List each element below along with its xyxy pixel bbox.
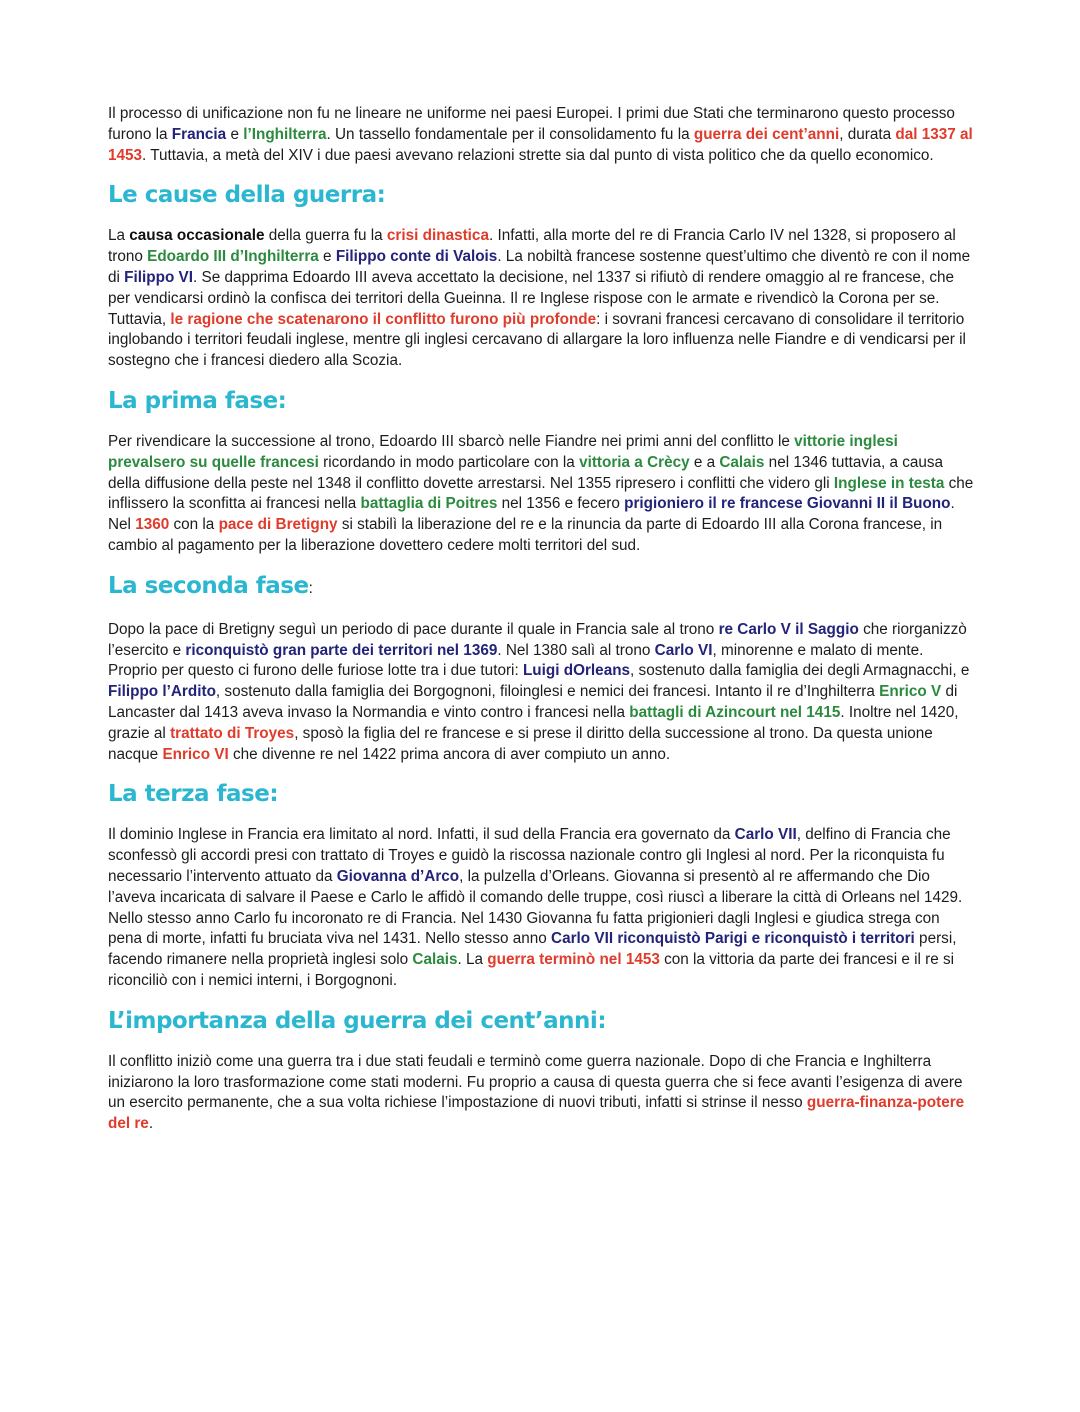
text-run: . Inoltre nel 1420, grazie al — [108, 703, 959, 742]
section-heading-text: La prima fase: — [108, 387, 287, 414]
text-run: , sposò la figlia del re francese e si prese il diritto della successione al trono. Da questa unione nacque — [108, 724, 933, 763]
highlighted-text: trattato di Troyes — [170, 724, 295, 742]
text-run: . La — [457, 951, 488, 969]
section-heading — [108, 180, 974, 210]
section-paragraph — [108, 620, 974, 766]
highlighted-text: vittoria a Crècy — [579, 453, 690, 471]
highlighted-text: Enrico V — [879, 683, 942, 701]
highlighted-text: Inglese in testa — [833, 474, 945, 492]
text-run: , sostenuto dalla famiglia dei degli Armagnacchi, e — [630, 662, 970, 680]
text-run: . La nobiltà francese sostenne quest’ultimo che diventò re con il nome di — [108, 248, 971, 286]
highlighted-text: pace di Bretigny — [218, 516, 338, 534]
text-run: . Tuttavia, a metà del XIV i due paesi avevano relazioni strette sia dal punto di vista politico che da quello economico. — [142, 146, 934, 164]
text-run: . Se dapprima Edoardo III aveva accettato la decisione, nel 1337 si rifiutò di rendere omaggio al re francese, che per vendicarsi ordinò la confisca dei territori della Gueinna. Il re Inglese rispose con le armate e rivendicò la Corona per se. Tuttavia, — [108, 268, 955, 328]
section-heading — [108, 386, 974, 416]
highlighted-text: re Carlo V il Saggio — [718, 620, 859, 638]
text-run: che riorganizzò l’esercito e — [108, 620, 967, 659]
text-run: di Lancaster dal 1413 aveva invaso la Normandia e vinto contro i francesi nella — [108, 683, 958, 721]
text-run: Il conflitto iniziò come una guerra tra i due stati feudali e terminò come guerra nazionale. Dopo di che Francia e Inghilterra iniziarono la loro trasformazione come stati moderni. Fu proprio a causa di questa guerra che si fece avanti l’esigenza di avere un esercito permanente, che a sua volta richiese l’impostazione di nuovi tributi, infatti si strinse il nesso — [108, 1052, 963, 1112]
highlighted-text: Giovanna d’Arco — [336, 867, 460, 885]
highlighted-text: guerra dei cent’anni — [693, 125, 840, 143]
highlighted-text: guerra terminò nel 1453 — [487, 951, 660, 969]
section-paragraph — [108, 825, 974, 991]
text-run: , sostenuto dalla famiglia dei Borgognoni, filoinglesi e nemici dei francesi. Intanto il re d’Inghilterra — [215, 683, 880, 701]
text-run: ricordando in modo particolare con la — [318, 453, 580, 471]
text-run: Dopo la pace di Bretigny seguì un periodo di pace durante il quale in Francia sale al trono — [108, 620, 719, 638]
text-run: , la pulzella d’Orleans. Giovanna si presentò al re affermando che Dio l’aveva incaricata di salvare il Paese e Carlo le affidò il comando delle truppe, così riuscì a liberare la città di Orleans nel 1429. Nello stesso anno Carlo fu incoronato re di Francia. Nel 1430 Giovanna fu fatta prigionieri dagli Inglesi e giudica strega con pena di morte, infatti fu bruciata viva nel 1431. Nello stesso anno — [108, 867, 963, 948]
section-heading-suffix: : — [308, 579, 313, 597]
section-paragraph — [108, 226, 974, 372]
highlighted-text: Edoardo III d’Inghilterra — [147, 248, 319, 266]
section-heading-text: La terza fase: — [108, 781, 279, 808]
text-run: con la — [169, 516, 219, 534]
document-page — [108, 104, 974, 1135]
sections — [108, 180, 974, 1135]
text-run: nel 1356 e fecero — [497, 495, 625, 513]
text-run: , delfino di Francia che sconfessò gli accordi presi con trattato di Troyes e guidò la riscossa nazionale contro gli Inglesi al nord. Per la riconquista fu necessario l’intervento attuato da — [108, 826, 951, 885]
text-run: . Un tassello fondamentale per il consolidamento fu la — [326, 125, 694, 143]
highlighted-text: Enrico VI — [162, 745, 229, 763]
section-paragraph — [108, 432, 974, 557]
section-heading — [108, 779, 974, 809]
highlighted-text: le ragione che scatenarono il conflitto furono più profonde — [170, 310, 597, 328]
section-heading-text: Le cause della guerra: — [108, 182, 386, 209]
highlighted-text: battagli di Azincourt nel 1415 — [629, 703, 841, 721]
highlighted-text: Filippo VI — [124, 268, 193, 286]
highlighted-text: Filippo conte di Valois — [335, 248, 498, 266]
text-run: La — [108, 227, 130, 245]
highlighted-text: Carlo VII riconquistò Parigi e riconquistò i territori — [551, 930, 915, 948]
text-run: nel 1346 tuttavia, a causa della diffusione della peste nel 1348 il conflitto dovette arrestarsi. Nel 1355 ripresero i conflitti che videro gli — [108, 453, 944, 492]
highlighted-text: dal 1337 al 1453 — [108, 125, 973, 164]
text-run: Il processo di unificazione non fu ne lineare ne uniforme nei paesi Europei. I primi due Stati che terminarono questo processo furono la — [108, 105, 955, 143]
highlighted-text: Luigi dOrleans — [522, 662, 631, 680]
highlighted-text: Calais — [412, 951, 458, 969]
text-run: che inflissero la sconfitta ai francesi nella — [108, 474, 974, 513]
section-paragraph — [108, 1052, 974, 1135]
highlighted-text: vittorie inglesi prevalsero su quelle francesi — [108, 432, 898, 471]
text-run: e — [318, 248, 336, 266]
highlighted-text: 1360 — [135, 516, 170, 534]
text-run: si stabilì la liberazione del re e la rinuncia da parte di Edoardo III alla Corona francese, in cambio al pagamento per la liberazione dovettero cedere molti territori del sud. — [108, 516, 943, 554]
text-run: che divenne re nel 1422 prima ancora di aver compiuto un anno. — [228, 745, 671, 763]
text-run: persi, facendo rimanere nella proprietà inglesi solo — [108, 930, 957, 969]
text-run: Per rivendicare la successione al trono, Edoardo III sbarcò nelle Fiandre nei primi anni del conflitto le — [108, 432, 795, 450]
highlighted-text: causa occasionale — [129, 227, 265, 245]
text-run: della guerra fu la — [264, 227, 387, 245]
highlighted-text: Carlo VI — [654, 641, 713, 659]
section-heading-text: La seconda fase — [108, 572, 309, 599]
highlighted-text: prigioniero il re francese Giovanni II il Buono — [624, 495, 951, 513]
highlighted-text: Francia — [171, 125, 227, 143]
text-run: e — [226, 125, 244, 143]
text-run: , durata — [839, 125, 896, 143]
highlighted-text: guerra-finanza-potere del re — [108, 1094, 965, 1133]
section-heading-text: L’importanza della guerra dei cent’anni: — [108, 1007, 607, 1034]
text-run: Il dominio Inglese in Francia era limitato al nord. Infatti, il sud della Francia era governato da — [108, 826, 735, 844]
highlighted-text: Calais — [719, 453, 765, 471]
text-run: . — [148, 1115, 154, 1133]
text-run: , minorenne e malato di mente. Proprio per questo ci furono delle furiose lotte tra i due tutori: — [108, 641, 924, 680]
intro-paragraph — [108, 104, 974, 166]
text-run: con la vittoria da parte dei francesi e il re si riconciliò con i nemici interni, i Borgognoni. — [108, 951, 955, 989]
highlighted-text: battaglia di Poitres — [360, 495, 498, 513]
text-run: . Nel 1380 salì al trono — [497, 641, 655, 659]
section-heading — [108, 1006, 974, 1036]
text-run: : i sovrani francesi cercavano di consolidare il territorio inglobando i territori feudali inglese, mentre gli inglesi cercavano di allargare la loro influenza nelle Fiandre e di vendicarsi per il sostegno che i francesi diedero alla Scozia. — [108, 310, 966, 370]
highlighted-text: riconquistò gran parte dei territori nel 1369 — [185, 641, 498, 659]
section-heading — [108, 571, 974, 604]
highlighted-text: Carlo VII — [734, 826, 797, 844]
text-run: . Infatti, alla morte del re di Francia Carlo IV nel 1328, si proposero al trono — [108, 227, 956, 266]
highlighted-text: Filippo l’Ardito — [108, 683, 216, 701]
text-run: . Nel — [108, 495, 955, 534]
highlighted-text: l’Inghilterra — [243, 125, 327, 143]
highlighted-text: crisi dinastica — [386, 227, 489, 245]
text-run: e a — [689, 453, 720, 471]
